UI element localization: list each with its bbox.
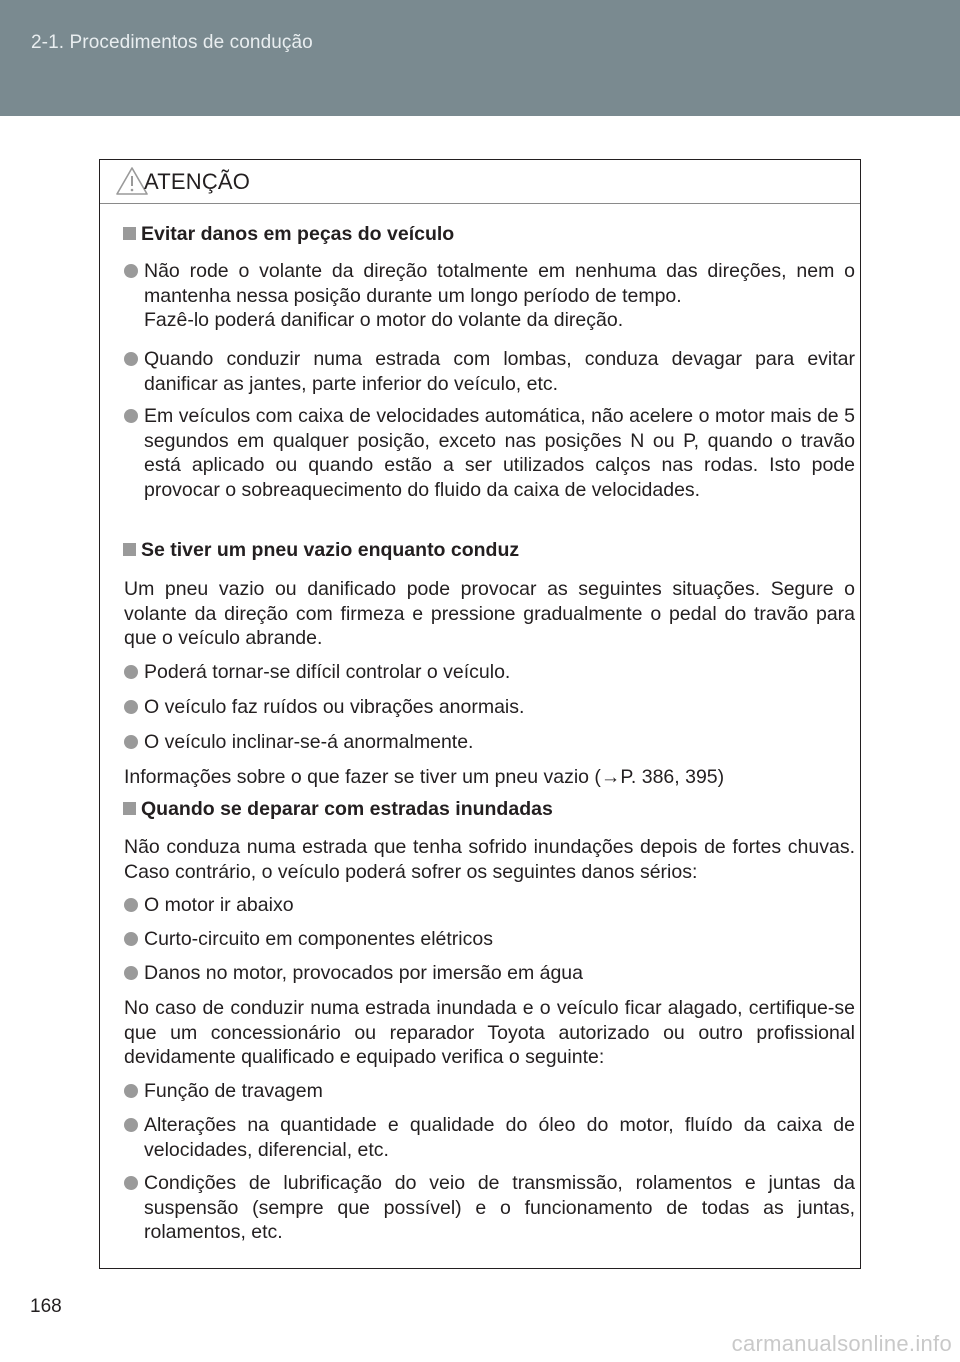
bullet-dot-icon xyxy=(124,898,138,912)
bullet-dot-icon xyxy=(124,932,138,946)
square-bullet-icon xyxy=(123,227,136,240)
list-item: Condições de lubrificação do veio de transmissão, rolamentos e juntas da suspensão (sempre que possível) e o funcionamento de todas as juntas, rolamentos, etc. xyxy=(124,1171,855,1245)
warning-title: ATENÇÃO xyxy=(144,169,251,194)
bullet-dot-icon xyxy=(124,700,138,714)
section-title: Se tiver um pneu vazio enquanto conduz xyxy=(123,539,519,562)
paragraph: No caso de conduzir numa estrada inundada e o veículo ficar alagado, certifique-se que um concessionário ou reparador Toyota autorizado ou outro profissional devidamente qualificado e equipado verifica o seguinte: xyxy=(124,997,855,1068)
list-item: Curto-circuito em componentes elétricos xyxy=(124,927,855,952)
square-bullet-icon xyxy=(123,802,136,815)
bullet-dot-icon xyxy=(124,1118,138,1132)
bullet-dot-icon xyxy=(124,665,138,679)
list-item: Não rode o volante da direção totalmente em nenhuma das direções, nem o mantenha nessa posição durante um longo período de tempo. Fazê-lo poderá danificar o motor do volante da direção. xyxy=(124,259,855,333)
paragraph: Um pneu vazio ou danificado pode provocar as seguintes situações. Segure o volante da direção com firmeza e pressione gradualmente o pedal do travão para que o veículo abrande. xyxy=(124,578,855,649)
list-item: O veículo inclinar-se-á anormalmente. xyxy=(124,730,855,755)
list-item: Quando conduzir numa estrada com lombas, conduza devagar para evitar danificar as jantes, parte inferior do veículo, etc. xyxy=(124,347,855,396)
bullet-dot-icon xyxy=(124,352,138,366)
list-item: O veículo faz ruídos ou vibrações anormais. xyxy=(124,695,855,720)
warning-header xyxy=(100,160,860,204)
list-item: Alterações na quantidade e qualidade do óleo do motor, fluído da caixa de velocidades, diferencial, etc. xyxy=(124,1113,855,1162)
list-item: Função de travagem xyxy=(124,1079,855,1104)
square-bullet-icon xyxy=(123,543,136,556)
list-item: Em veículos com caixa de velocidades automática, não acelere o motor mais de 5 segundos em qualquer posição, exceto nas posições N ou P, quando o travão está aplicado ou quando estão a ser utilizados calços nas rodas. Isto pode provocar o sobreaquecimento do fluido da caixa de velocidades. xyxy=(124,404,855,502)
section-title: Quando se deparar com estradas inundadas xyxy=(123,798,553,821)
bullet-dot-icon xyxy=(124,1176,138,1190)
bullet-dot-icon xyxy=(124,735,138,749)
watermark: carmanualsonline.info xyxy=(731,1331,952,1356)
warning-box xyxy=(99,159,861,1269)
list-item: Danos no motor, provocados por imersão em água xyxy=(124,961,855,986)
header-band xyxy=(0,0,960,116)
bullet-dot-icon xyxy=(124,409,138,423)
section-header-title: 2-1. Procedimentos de condução xyxy=(31,32,313,53)
list-item: Poderá tornar-se difícil controlar o veículo. xyxy=(124,660,855,685)
bullet-dot-icon xyxy=(124,264,138,278)
list-item: O motor ir abaixo xyxy=(124,893,855,918)
section-title: Evitar danos em peças do veículo xyxy=(123,223,454,246)
bullet-dot-icon xyxy=(124,966,138,980)
paragraph: Informações sobre o que fazer se tiver um pneu vazio (→P. 386, 395) xyxy=(124,766,725,788)
bullet-dot-icon xyxy=(124,1084,138,1098)
page-number: 168 xyxy=(30,1296,62,1317)
paragraph: Não conduza numa estrada que tenha sofrido inundações depois de fortes chuvas. Caso contrário, o veículo poderá sofrer os seguintes danos sérios: xyxy=(124,836,855,883)
